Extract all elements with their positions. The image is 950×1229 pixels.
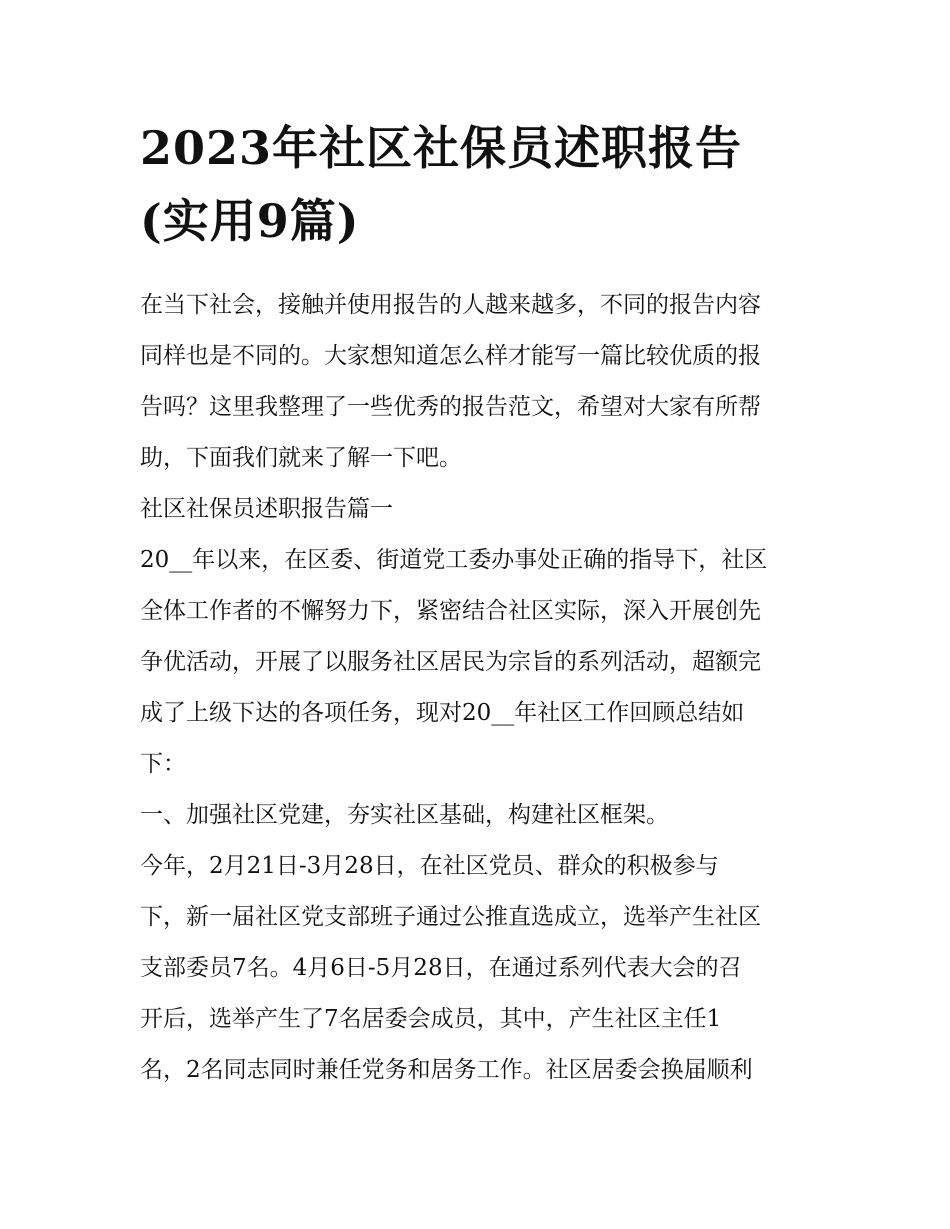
body-line: 争优活动，开展了以服务社区居民为宗旨的系列活动，超额完 <box>140 649 761 675</box>
body-line: 开后，选举产生了7名居委会成员，其中，产生社区主任1 <box>140 1006 722 1032</box>
body-line: 20__年以来，在区委、街道党工委办事处正确的指导下，社区 <box>140 547 768 573</box>
body-line: 名，2名同志同时兼任党务和居务工作。社区居委会换届顺利 <box>140 1057 753 1083</box>
title-line: (实用9篇) <box>140 194 360 248</box>
body-line: 在当下社会，接触并使用报告的人越来越多，不同的报告内容 <box>140 292 761 318</box>
body-line: 下： <box>140 751 186 777</box>
body-line: 助，下面我们就来了解一下吧。 <box>140 445 462 471</box>
subsection-heading: 一、加强社区党建，夯实社区基础，构建社区框架。 <box>140 802 669 828</box>
body-line: 支部委员7名。4月6日-5月28日，在通过系列代表大会的召 <box>140 955 742 981</box>
body-line: 同样也是不同的。大家想知道怎么样才能写一篇比较优质的报 <box>140 343 761 369</box>
title-line: 2023年社区社保员述职报告 <box>140 121 743 175</box>
body-line: 告吗？这里我整理了一些优秀的报告范文，希望对大家有所帮 <box>140 394 761 420</box>
document-body <box>140 280 830 1096</box>
body-line: 成了上级下达的各项任务，现对20__年社区工作回顾总结如 <box>140 700 745 726</box>
body-line: 今年，2月21日-3月28日，在社区党员、群众的积极参与 <box>140 853 719 879</box>
body-line: 全体工作者的不懈努力下，紧密结合社区实际，深入开展创先 <box>140 598 761 624</box>
document-title <box>140 112 830 258</box>
body-line: 下，新一届社区党支部班子通过公推直选成立，选举产生社区 <box>140 904 761 930</box>
section-heading: 社区社保员述职报告篇一 <box>140 496 393 522</box>
